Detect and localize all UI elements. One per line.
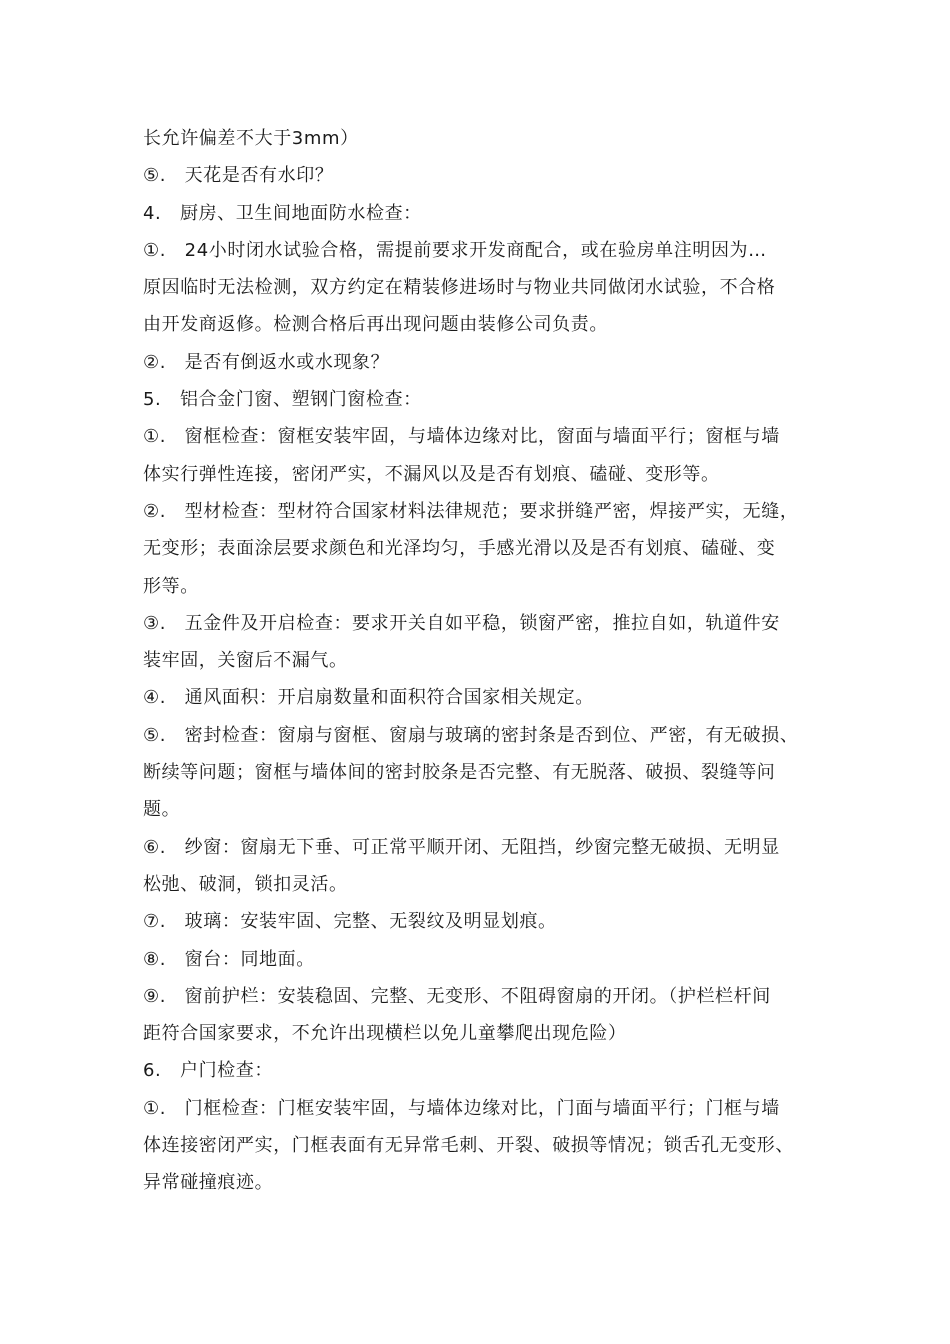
text-line: 断续等问题；窗框与墙体间的密封胶条是否完整、有无脱落、破损、裂缝等问 — [143, 762, 776, 784]
text-line: 距符合国家要求，不允许出现横栏以免儿童攀爬出现危险） — [143, 1023, 627, 1045]
text-line: 体连接密闭严实，门框表面有无异常毛刺、开裂、破损等情况；锁舌孔无变形、 — [143, 1135, 794, 1157]
text-line: ③. 五金件及开启检查：要求开关自如平稳，锁窗严密，推拉自如，轨道件安 — [143, 612, 780, 634]
section-heading: 6. 户门检查： — [143, 1060, 273, 1082]
text-line: ②. 是否有倒返水或水现象？ — [143, 351, 390, 373]
text-line: 长允许偏差不大于3mm） — [143, 128, 359, 149]
text-line: ②. 型材检查：型材符合国家材料法律规范；要求拼缝严密，焊接严实，无缝， — [143, 500, 799, 522]
text-line: 无变形；表面涂层要求颜色和光泽均匀，手感光滑以及是否有划痕、磕碰、变 — [143, 538, 776, 560]
text-line: ⑤. 天花是否有水印？ — [143, 165, 334, 187]
section-heading: 4. 厨房、卫生间地面防水检查： — [143, 202, 422, 224]
text-line: 由开发商返修。检测合格后再出现问题由装修公司负责。 — [143, 314, 608, 336]
text-line: 体实行弹性连接，密闭严实，不漏风以及是否有划痕、磕碰、变形等。 — [143, 463, 720, 485]
text-line: 原因临时无法检测，双方约定在精装修进场时与物业共同做闭水试验，不合格 — [143, 277, 776, 299]
text-line: ①. 24小时闭水试验合格，需提前要求开发商配合，或在验房单注明因为… — [143, 239, 767, 261]
text-line: ⑧. 窗台：同地面。 — [143, 948, 315, 970]
text-line: ⑤. 密封检查：窗扇与窗框、窗扇与玻璃的密封条是否到位、严密，有无破损、 — [143, 724, 799, 746]
text-line: 异常碰撞痕迹。 — [143, 1172, 274, 1194]
document-body — [143, 120, 813, 1202]
text-line: ①. 窗框检查：窗框安装牢固，与墙体边缘对比，窗面与墙面平行；窗框与墙 — [143, 426, 780, 448]
text-line: ④. 通风面积：开启扇数量和面积符合国家相关规定。 — [143, 687, 594, 709]
text-line: ⑥. 纱窗：窗扇无下垂、可正常平顺开闭、无阻挡，纱窗完整无破损、无明显 — [143, 836, 780, 858]
text-line: 题。 — [143, 799, 181, 821]
text-line: ⑦. 玻璃：安装牢固、完整、无裂纹及明显划痕。 — [143, 911, 557, 933]
text-line: ⑨. 窗前护栏：安装稳固、完整、无变形、不阻碍窗扇的开闭。（护栏栏杆间 — [143, 985, 771, 1007]
text-line: 松弛、破洞，锁扣灵活。 — [143, 873, 348, 895]
text-line: 装牢固，关窗后不漏气。 — [143, 650, 348, 672]
text-line: 形等。 — [143, 575, 199, 597]
section-heading: 5. 铝合金门窗、塑钢门窗检查： — [143, 389, 422, 411]
text-line: ①. 门框检查：门框安装牢固，与墙体边缘对比，门面与墙面平行；门框与墙 — [143, 1097, 780, 1119]
